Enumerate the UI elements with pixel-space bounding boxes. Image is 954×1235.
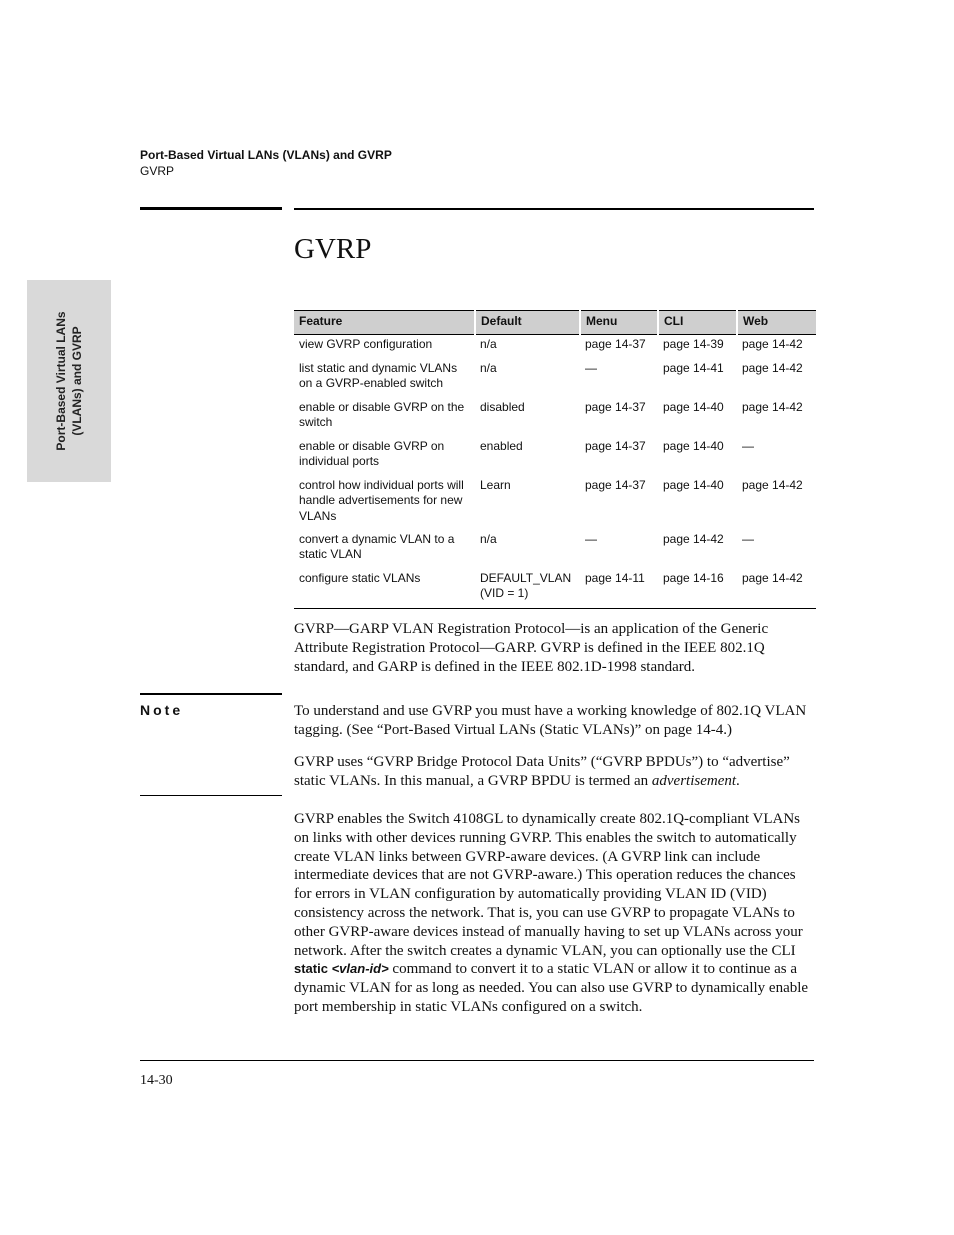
note-paragraph-2: GVRP uses “GVRP Bridge Protocol Data Units” (“GVRP BPDUs”) to “advertise” static VLANs. In this manual, a GVRP BPDU is termed an advertisement. [294, 754, 790, 789]
header-default: Default [475, 311, 580, 335]
cell-web: page 14-42 [742, 399, 803, 414]
cell-web: — [742, 438, 754, 453]
note-rule-top [140, 693, 282, 695]
cell-menu: page 14-37 [585, 438, 646, 453]
cell-feature: enable or disable GVRP on the switch [299, 399, 465, 429]
body-paragraph: GVRP enables the Switch 4108GL to dynamically create 802.1Q-compliant VLANs on links with other devices running GVRP. This enables the switch to automatically create VLAN links between GVRP-aware devices. (A GVRP link can include intermediate devices that are not GVRP-aware.) This operation reduces the chances for errors in VLAN configuration by automatically providing VLAN ID (VID) consistency across the network. That is, you can use GVRP to propagate VLANs to other GVRP-aware devices instead of manually having to set up VLANs across your network. After the switch creates a dynamic VLAN, you can optionally use the CLI static <vlan-id> command to convert it to a static VLAN or allow it to continue as a dynamic VLAN for as long as needed. You can also use GVRP to dynamically enable port membership in static VLANs configured on a switch. [294, 811, 809, 1015]
cell-feature: convert a dynamic VLAN to a static VLAN [299, 531, 455, 561]
intro-paragraph: GVRP—GARP VLAN Registration Protocol—is an application of the Generic Attribute Registration Protocol—GARP. GVRP is defined in the IEEE 802.1Q standard, and GARP is defined in the IEEE 802.1D-1998 standard. [294, 621, 769, 675]
cell-feature: configure static VLANs [294, 569, 475, 609]
cell-web: page 14-42 [742, 337, 803, 351]
cell-cli: page 14-40 [663, 438, 724, 453]
running-header [140, 147, 392, 179]
table-row [294, 476, 816, 530]
cell-cli: page 14-39 [663, 337, 724, 351]
note-rule-bottom [140, 795, 282, 796]
cell-default: disabled [480, 399, 525, 414]
header-rule-right [294, 208, 814, 210]
cell-default: Learn [480, 477, 511, 492]
page-number: 14-30 [140, 1073, 173, 1088]
cell-feature: enable or disable GVRP on individual ports [299, 438, 445, 468]
cell-default: DEFAULT_VLAN (VID = 1) [475, 569, 580, 609]
table-row [294, 335, 816, 359]
cell-menu: page 14-37 [585, 399, 646, 414]
cell-cli: page 14-42 [663, 531, 724, 546]
cell-default: n/a [480, 337, 497, 351]
chapter-side-tab [27, 280, 111, 482]
table-row [294, 437, 816, 476]
cell-default: enabled [480, 438, 523, 453]
cell-cli: page 14-40 [663, 477, 724, 492]
cell-cli: page 14-16 [658, 569, 737, 609]
term-advertisement: advertisement [651, 772, 737, 789]
header-rule-left [140, 207, 282, 210]
cell-feature: control how individual ports will handle advertisements for new VLANs [299, 477, 464, 523]
feature-table [294, 310, 816, 609]
table-header-row [294, 311, 816, 335]
table-row [294, 530, 816, 569]
page-title: GVRP [294, 233, 372, 265]
header-feature: Feature [294, 311, 475, 335]
cell-menu: page 14-11 [580, 569, 658, 609]
header-menu: Menu [580, 311, 658, 335]
cell-feature: view GVRP configuration [299, 337, 433, 351]
cell-web: page 14-42 [737, 569, 816, 609]
header-cli: CLI [658, 311, 737, 335]
side-tab-label: Port-Based Virtual LANs (VLANs) and GVRP [54, 311, 84, 451]
cell-web: page 14-42 [742, 360, 803, 375]
cell-default: n/a [480, 360, 497, 375]
cell-feature: list static and dynamic VLANs on a GVRP-enabled switch [299, 360, 458, 390]
cell-menu: — [585, 360, 597, 375]
header-web: Web [737, 311, 816, 335]
chapter-title: Port-Based Virtual LANs (VLANs) and GVRP [140, 148, 392, 162]
table-row [294, 359, 816, 398]
cell-cli: page 14-41 [663, 360, 724, 375]
table-row [294, 398, 816, 437]
table-row [294, 569, 816, 609]
section-name: GVRP [140, 164, 175, 178]
cell-cli: page 14-40 [663, 399, 724, 414]
cell-web: — [742, 531, 754, 546]
note-label: Note [140, 702, 184, 718]
cell-menu: page 14-37 [585, 337, 646, 351]
footer-rule [140, 1060, 814, 1061]
cell-web: page 14-42 [742, 477, 803, 492]
cli-command: static <vlan-id> [294, 961, 389, 977]
cell-menu: — [585, 531, 597, 546]
note-paragraph-1: To understand and use GVRP you must have a working knowledge of 802.1Q VLAN tagging. (See “Port-Based Virtual LANs (Static VLANs)” on page 14-4.) [294, 703, 807, 738]
cell-menu: page 14-37 [585, 477, 646, 492]
cell-default: n/a [480, 531, 497, 546]
